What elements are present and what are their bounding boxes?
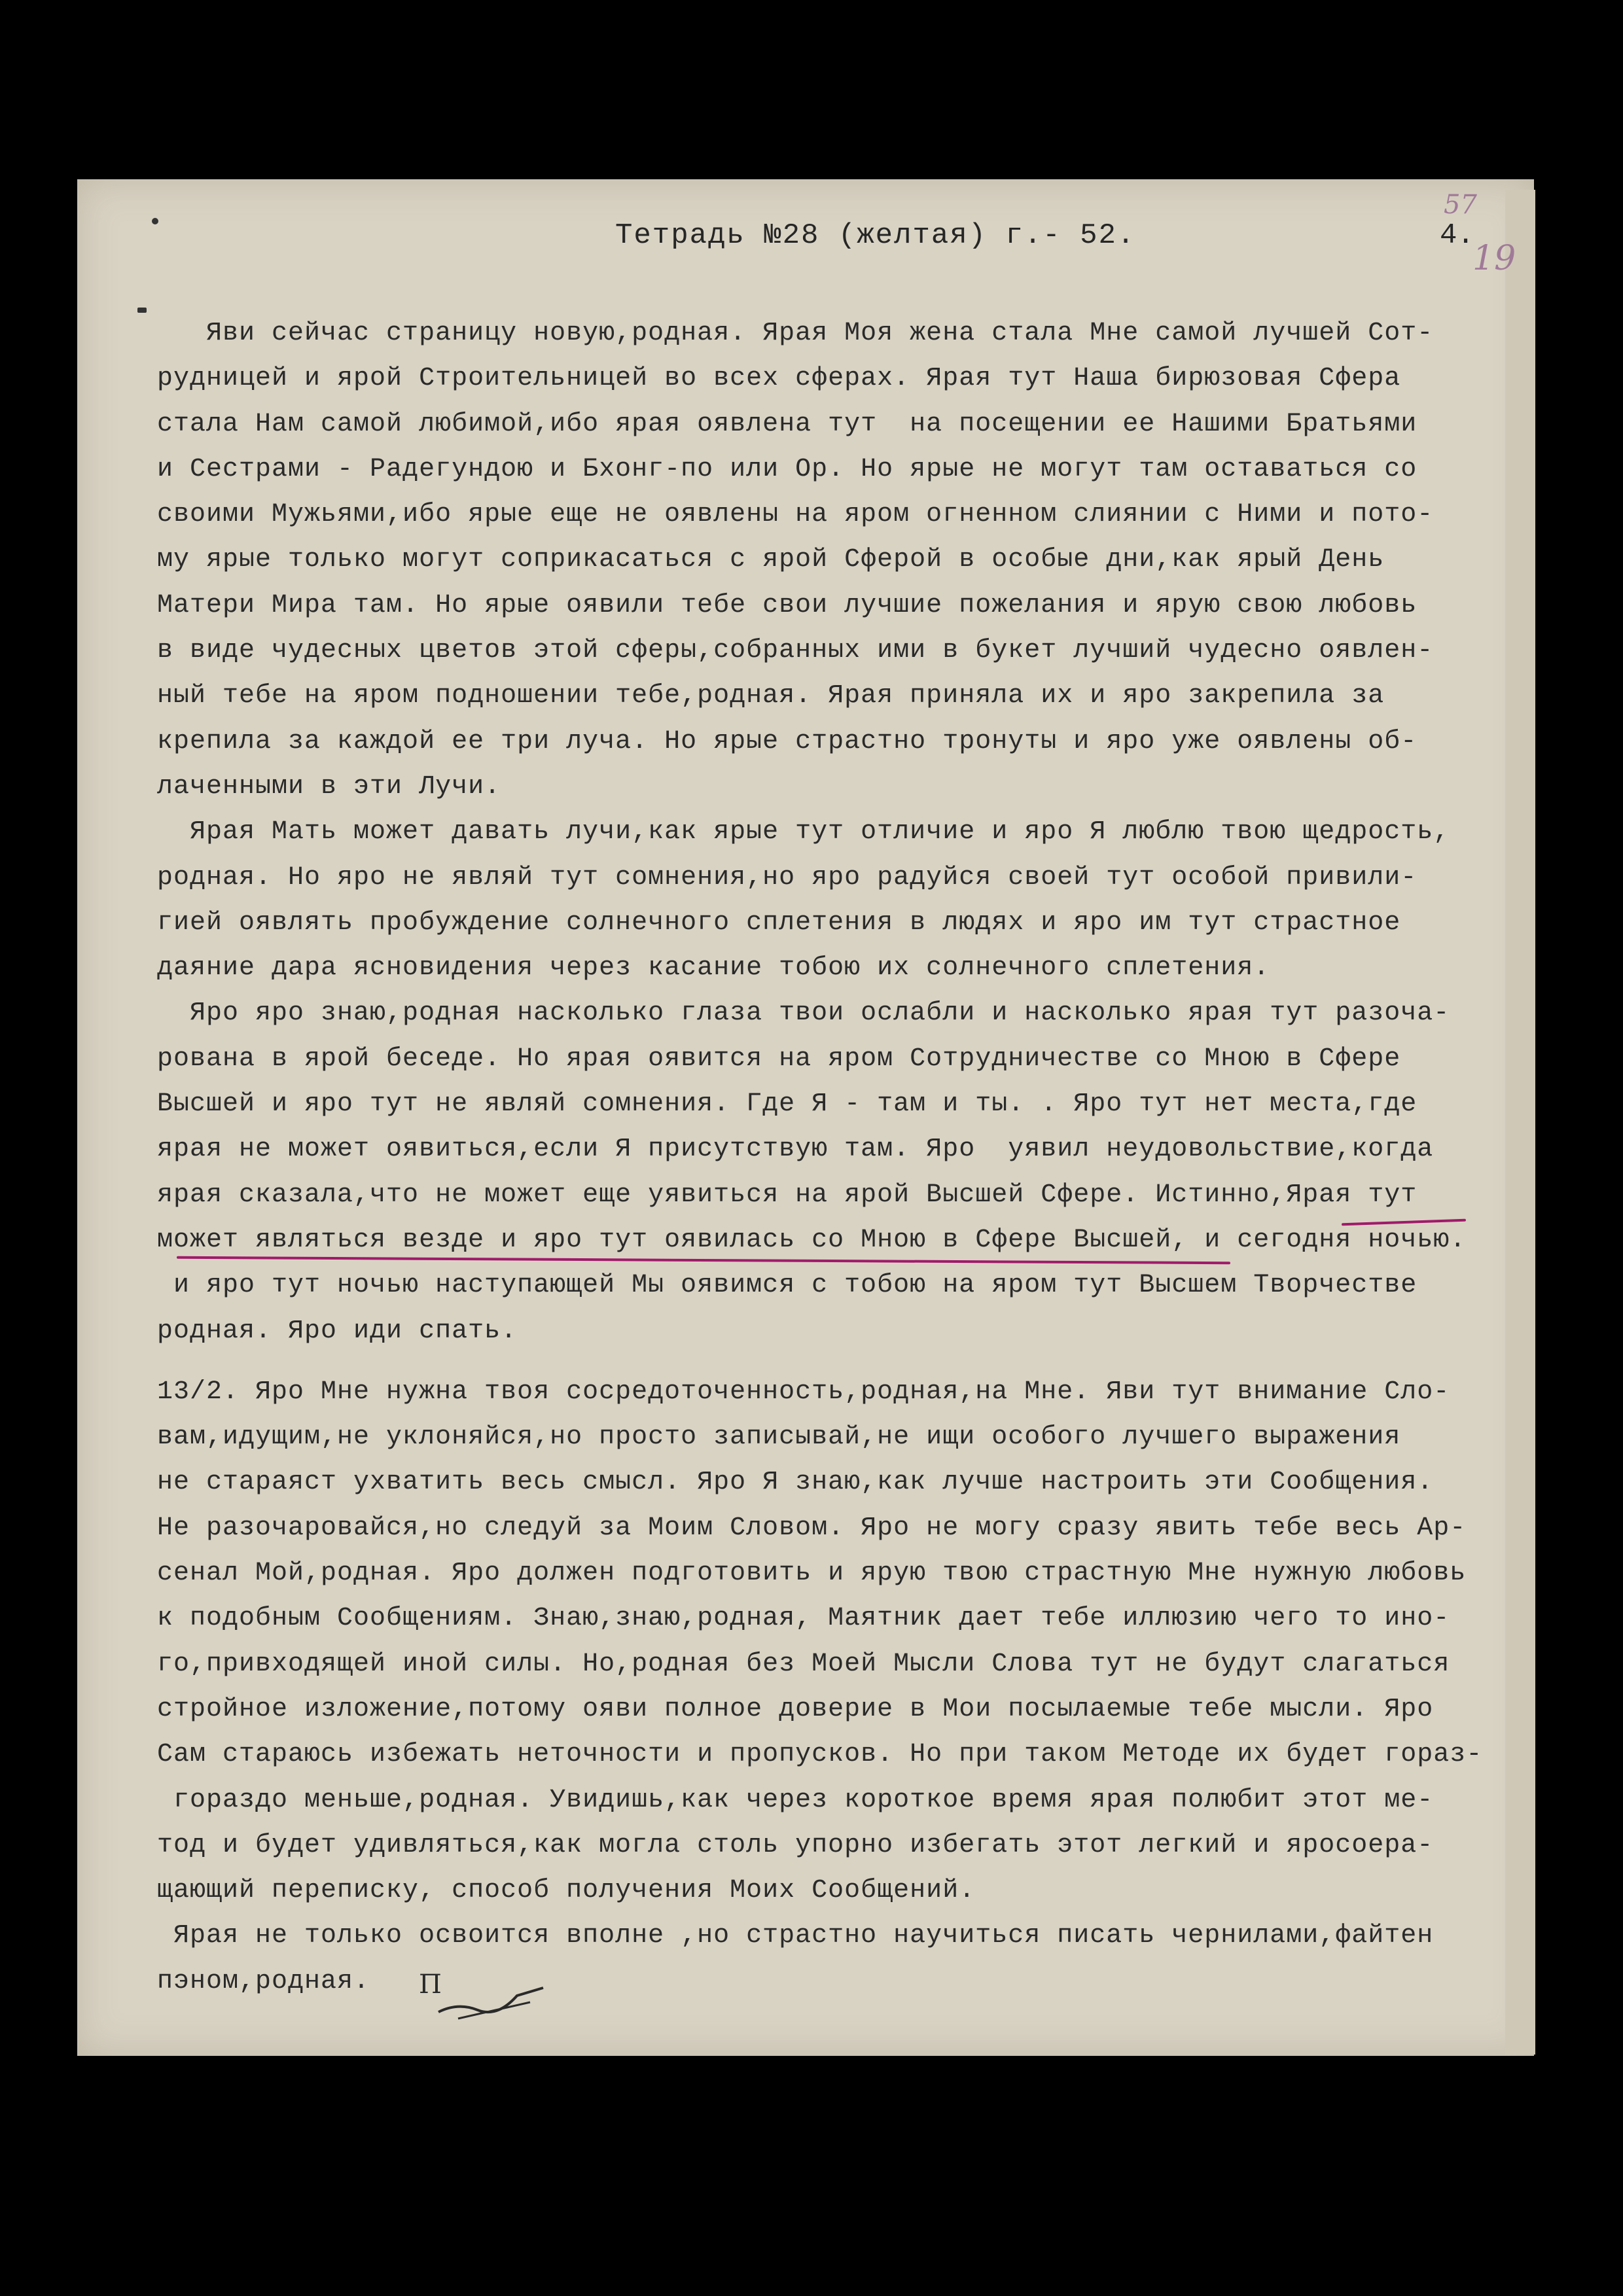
text-line: родная. Яро иди спать.: [157, 1316, 518, 1346]
text-line: Ярая не только освоится вполне ,но страстно научиться писать чернилами,файтен: [157, 1921, 1434, 1951]
handwritten-scribble: [432, 1983, 550, 2022]
page-number: 4.: [1440, 219, 1474, 252]
text-line: Сам стараюсь избежать неточности и пропусков. Но при таком Методе их будет гораз-: [157, 1740, 1483, 1770]
text-line: к подобным Сообщениям. Знаю,знаю,родная, Маятник дает тебе иллюзию чего то ино-: [157, 1604, 1450, 1634]
text-line: не стараяст ухватить весь смысл. Яро Я знаю,как лучше настроить эти Сообщения.: [157, 1468, 1434, 1498]
text-line: 13/2. Яро Мне нужна твоя сосредоточенность,родная,на Мне. Яви тут внимание Сло-: [157, 1377, 1450, 1407]
margin-dot: [137, 308, 147, 313]
document-header: Тетрадь №28 (желтая) г.- 52.: [615, 219, 1136, 252]
text-line: своими Мужьями,ибо ярые еще не оявлены на яром огненном слиянии с Ними и пото-: [157, 500, 1434, 530]
text-line: Яро яро знаю,родная насколько глаза твои ослабли и насколько ярая тут разоча-: [157, 998, 1450, 1029]
text-line: рудницей и ярой Строительницей во всех сферах. Ярая тут Наша бирюзовая Сфера: [157, 364, 1401, 394]
text-line: тод и будет удивляться,как могла столь упорно избегать этот легкий и яросоера-: [157, 1830, 1434, 1860]
text-line: стала Нам самой любимой,ибо ярая оявлена тут на посещении ее Нашими Братьями: [157, 409, 1418, 439]
text-line: пэном,родная.: [157, 1966, 370, 1996]
text-line: лаченными в эти Лучи.: [157, 771, 501, 802]
text-line: гораздо меньше,родная. Увидишь,как через короткое время ярая полюбит этот ме-: [157, 1785, 1434, 1815]
paragraph-gap: [157, 1354, 1531, 1369]
text-line: родная. Но яро не являй тут сомнения,но яро радуйся своей тут особой привили-: [157, 862, 1418, 892]
text-line: Не разочаровайся,но следуй за Моим Словом. Яро не могу сразу явить тебе весь Ар-: [157, 1513, 1467, 1543]
archive-number: 19: [1472, 239, 1516, 278]
text-line: ярая не может оявиться,если Я присутствую там. Яро уявил неудовольствие,когда: [157, 1135, 1434, 1165]
text-line: ярая сказала,что не может еще уявиться на ярой Высшей Сфере. Истинно,Ярая тут: [157, 1180, 1418, 1210]
text-line: рована в ярой беседе. Но ярая оявится на яром Сотрудничестве со Мною в Сфере: [157, 1044, 1401, 1074]
document-body: [157, 311, 1531, 2004]
text-line: сенал Мой,родная. Яро должен подготовить и ярую твою страстную Мне нужную любовь: [157, 1559, 1467, 1589]
text-line: ный тебе на яром подношении тебе,родная. Ярая приняла их и яро закрепила за: [157, 681, 1385, 711]
text-line: может являться везде и яро тут оявилась со Мною в Сфере Высшей, и сегодня ночью.: [157, 1225, 1467, 1255]
text-line: Яви сейчас страницу новую,родная. Ярая Моя жена стала Мне самой лучшей Сот-: [157, 319, 1434, 348]
text-line: Ярая Мать может давать лучи,как ярые тут отличие и яро Я люблю твою щедрость,: [157, 817, 1450, 847]
text-line: Высшей и яро тут не являй сомнения. Где Я - там и ты. . Яро тут нет места,где: [157, 1089, 1418, 1120]
text-line: го,привходящей иной силы. Но,родная без Моей Мысли Слова тут не будут слагаться: [157, 1649, 1450, 1679]
archive-number: 57: [1444, 190, 1477, 220]
margin-dot: [152, 218, 158, 224]
text-line: крепила за каждой ее три луча. Но ярые страстно тронуты и яро уже оявлены об-: [157, 726, 1418, 756]
text-line: даяние дара ясновидения через касание тобою их солнечного сплетения.: [157, 953, 1270, 983]
text-line: щающий переписку, способ получения Моих Сообщений.: [157, 1876, 976, 1906]
text-line: му ярые только могут соприкасаться с ярой Сферой в особые дни,как ярый День: [157, 545, 1385, 575]
text-line: и яро тут ночью наступающей Мы оявимся с тобою на яром тут Высшем Творчестве: [157, 1271, 1418, 1301]
text-line: стройное изложение,потому ояви полное доверие в Мои посылаемые тебе мысли. Яро: [157, 1694, 1434, 1724]
text-line: вам,идущим,не уклоняйся,но просто записывай,не ищи особого лучшего выражения: [157, 1422, 1401, 1453]
text-line: и Сестрами - Радегундою и Бхонг-по или Ор. Но ярые не могут там оставаться со: [157, 454, 1418, 484]
signature-note: П: [419, 1969, 442, 2000]
text-line: Матери Мира там. Но ярые оявили тебе свои лучшие пожелания и ярую свою любовь: [157, 590, 1418, 620]
text-line: гией оявлять пробуждение солнечного сплетения в людях и яро им тут страстное: [157, 908, 1401, 938]
text-line: в виде чудесных цветов этой сферы,собранных ими в букет лучший чудесно оявлен-: [157, 636, 1434, 666]
